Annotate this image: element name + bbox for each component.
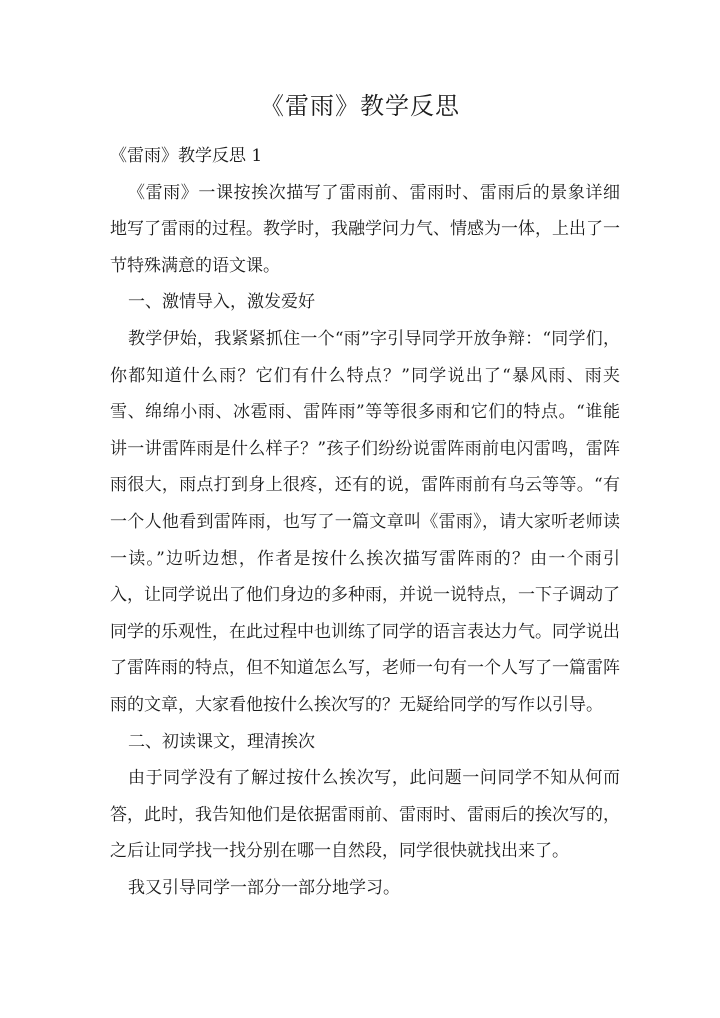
- paragraph: 教学伊始，我紧紧抓住一个“雨”字引导同学开放争辩：“同学们，你都知道什么雨？它们有什么特点？”同学说出了“暴风雨、雨夹雪、绵绵小雨、冰雹雨、雷阵雨”等等很多雨和它们的特点。“谁能讲一讲雷阵雨是什么样子？”孩子们纷纷说雷阵雨前电闪雷鸣，雷阵雨很大，雨点打到身上很疼，还有的说，雷阵雨前有乌云等等。“有一个人他看到雷阵雨，也写了一篇文章叫《雷雨》，请大家听老师读一读。”边听边想，作者是按什么挨次描写雷阵雨的？由一个雨引入，让同学说出了他们身边的多种雨，并说一说特点，一下子调动了同学的乐观性，在此过程中也训练了同学的语言表达力气。同学说出了雷阵雨的特点，但不知道怎么写，老师一句有一个人写了一篇雷阵雨的文章，大家看他按什么挨次写的？无疑给同学的写作以引导。: [110, 328, 620, 715]
- section-heading: 一、激情导入，激发爱好: [128, 292, 315, 313]
- section-heading: 二、初读课文，理清挨次: [128, 731, 315, 752]
- section-subtitle: 《雷雨》教学反思 1: [110, 146, 263, 166]
- paragraph: 由于同学没有了解过按什么挨次写，此问题一问同学不知从何而答，此时，我告知他们是依据雷雨前、雷雨时、雷雨后的挨次写的，之后让同学找一找分别在哪一自然段，同学很快就找出来了。: [110, 768, 620, 862]
- document-title: 《雷雨》教学反思: [260, 92, 460, 120]
- document-body: [110, 138, 620, 906]
- paragraph: 我又引导同学一部分一部分地学习。: [128, 877, 400, 898]
- paragraph: 《雷雨》一课按挨次描写了雷雨前、雷雨时、雷雨后的景象详细地写了雷雨的过程。教学时，我融学问力气、情感为一体，上出了一节特殊满意的语文课。: [110, 182, 620, 276]
